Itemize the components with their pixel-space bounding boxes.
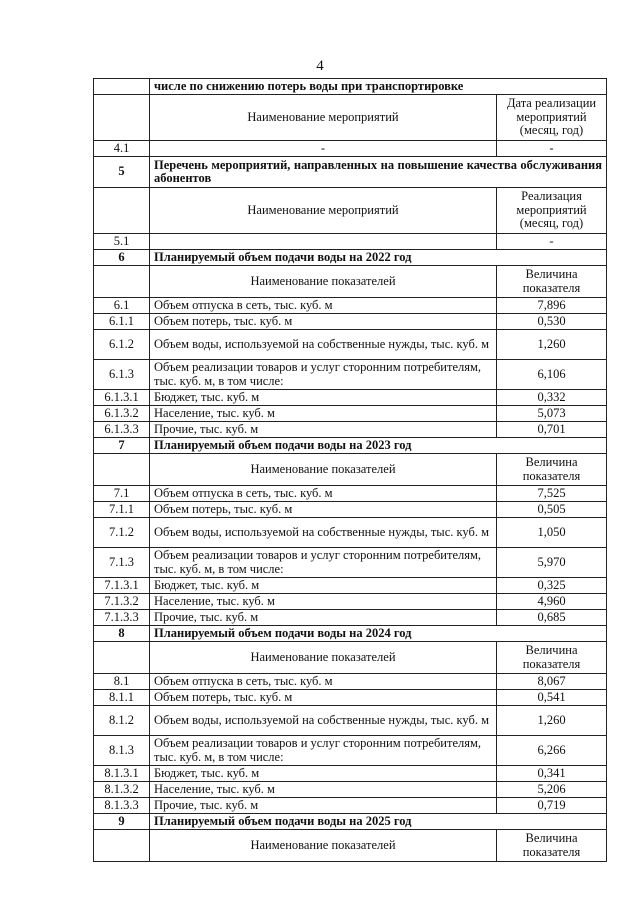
row-number: 8.1.3.3 (94, 798, 150, 814)
section-8-col-name-header: Наименование показателей (150, 642, 497, 674)
section-9-col-value-header: Величина показателя (497, 830, 607, 862)
header-empty-cell (94, 188, 150, 234)
row-value: 0,332 (497, 390, 607, 406)
row-value: 0,325 (497, 578, 607, 594)
header-empty-cell (94, 95, 150, 141)
row-number: 8.1.3 (94, 736, 150, 766)
row-number: 4.1 (94, 141, 150, 157)
row-name: - (150, 141, 497, 157)
section-5-number: 5 (94, 157, 150, 188)
row-name: Прочие, тыс. куб. м (150, 422, 497, 438)
table-row (94, 782, 607, 798)
section-4-col-date-header: Дата реализации мероприятий (месяц, год) (497, 95, 607, 141)
row-name: Население, тыс. куб. м (150, 594, 497, 610)
table-row (94, 390, 607, 406)
row-number: 8.1.3.1 (94, 766, 150, 782)
row-number: 6.1.2 (94, 330, 150, 360)
row-value: 8,067 (497, 674, 607, 690)
row-number: 7.1.3.1 (94, 578, 150, 594)
section-9-col-name-header: Наименование показателей (150, 830, 497, 862)
section-7-number: 7 (94, 438, 150, 454)
section-5-col-name-header: Наименование мероприятий (150, 188, 497, 234)
section-4-title-row (94, 79, 607, 95)
row-name: Объем отпуска в сеть, тыс. куб. м (150, 674, 497, 690)
row-value: 0,530 (497, 314, 607, 330)
table-row (94, 518, 607, 548)
row-number: 6.1.3.2 (94, 406, 150, 422)
row-name: Население, тыс. куб. м (150, 406, 497, 422)
row-name (150, 234, 497, 250)
section-9-number: 9 (94, 814, 150, 830)
section-8-title: Планируемый объем подачи воды на 2024 год (150, 626, 607, 642)
table-row (94, 548, 607, 578)
table-row (94, 736, 607, 766)
section-7-title: Планируемый объем подачи воды на 2023 год (150, 438, 607, 454)
section-5-col-date-header: Реализация мероприятий (месяц, год) (497, 188, 607, 234)
table-row (94, 674, 607, 690)
row-name: Объем потерь, тыс. куб. м (150, 314, 497, 330)
row-name: Объем потерь, тыс. куб. м (150, 690, 497, 706)
row-name: Объем отпуска в сеть, тыс. куб. м (150, 298, 497, 314)
row-value: 7,525 (497, 486, 607, 502)
section-8-col-value-header: Величина показателя (497, 642, 607, 674)
row-value: 0,505 (497, 502, 607, 518)
section-8-header-row (94, 642, 607, 674)
table-row (94, 298, 607, 314)
table-row (94, 330, 607, 360)
section-4-title: числе по снижению потерь воды при транспортировке (150, 79, 607, 95)
section-9-title: Планируемый объем подачи воды на 2025 год (150, 814, 607, 830)
table-row (94, 766, 607, 782)
table-row (94, 798, 607, 814)
row-number: 8.1.3.2 (94, 782, 150, 798)
header-empty-cell (94, 830, 150, 862)
header-empty-cell (94, 266, 150, 298)
table-row (94, 486, 607, 502)
section-4-header-row (94, 95, 607, 141)
row-name: Объем реализации товаров и услуг сторонним потребителям, тыс. куб. м, в том числе: (150, 736, 497, 766)
row-number: 8.1.2 (94, 706, 150, 736)
header-empty-cell (94, 454, 150, 486)
row-value: 7,896 (497, 298, 607, 314)
row-value: 0,719 (497, 798, 607, 814)
table-row (94, 690, 607, 706)
row-name: Прочие, тыс. куб. м (150, 610, 497, 626)
row-name: Объем потерь, тыс. куб. м (150, 502, 497, 518)
row-number: 7.1.2 (94, 518, 150, 548)
row-value: 0,541 (497, 690, 607, 706)
row-number: 6.1.3.1 (94, 390, 150, 406)
section-7-header-row (94, 454, 607, 486)
section-5-title: Перечень мероприятий, направленных на повышение качества обслуживания абонентов (150, 157, 607, 188)
row-name: Объем воды, используемой на собственные нужды, тыс. куб. м (150, 518, 497, 548)
page-number: 4 (316, 58, 324, 74)
table-row (94, 422, 607, 438)
table-row (94, 141, 607, 157)
section-4-number-cell (94, 79, 150, 95)
section-4-col-name-header: Наименование мероприятий (150, 95, 497, 141)
row-value: 0,701 (497, 422, 607, 438)
row-number: 8.1.1 (94, 690, 150, 706)
row-name: Бюджет, тыс. куб. м (150, 766, 497, 782)
water-supply-plan-table (93, 78, 607, 862)
table-row (94, 706, 607, 736)
row-value: 5,206 (497, 782, 607, 798)
row-name: Объем реализации товаров и услуг сторонним потребителям, тыс. куб. м, в том числе: (150, 360, 497, 390)
row-number: 6.1.1 (94, 314, 150, 330)
section-6-number: 6 (94, 250, 150, 266)
row-value: 0,341 (497, 766, 607, 782)
row-name: Объем реализации товаров и услуг сторонним потребителям, тыс. куб. м, в том числе: (150, 548, 497, 578)
section-6-title: Планируемый объем подачи воды на 2022 год (150, 250, 607, 266)
row-number: 8.1 (94, 674, 150, 690)
section-6-title-row (94, 250, 607, 266)
row-value: 1,260 (497, 706, 607, 736)
row-number: 5.1 (94, 234, 150, 250)
row-name: Население, тыс. куб. м (150, 782, 497, 798)
table-row (94, 578, 607, 594)
section-9-title-row (94, 814, 607, 830)
section-7-col-value-header: Величина показателя (497, 454, 607, 486)
row-number: 7.1 (94, 486, 150, 502)
row-name: Прочие, тыс. куб. м (150, 798, 497, 814)
section-8-number: 8 (94, 626, 150, 642)
row-value: 5,073 (497, 406, 607, 422)
row-name: Бюджет, тыс. куб. м (150, 578, 497, 594)
header-empty-cell (94, 642, 150, 674)
section-7-title-row (94, 438, 607, 454)
section-7-col-name-header: Наименование показателей (150, 454, 497, 486)
row-value: 0,685 (497, 610, 607, 626)
row-number: 7.1.1 (94, 502, 150, 518)
table-row (94, 594, 607, 610)
row-name: Объем отпуска в сеть, тыс. куб. м (150, 486, 497, 502)
section-9-header-row (94, 830, 607, 862)
row-value: 1,260 (497, 330, 607, 360)
row-number: 7.1.3.3 (94, 610, 150, 626)
section-6-header-row (94, 266, 607, 298)
row-value: 6,106 (497, 360, 607, 390)
row-value: - (497, 141, 607, 157)
row-number: 6.1 (94, 298, 150, 314)
table-row (94, 360, 607, 390)
row-number: 6.1.3 (94, 360, 150, 390)
section-5-title-row (94, 157, 607, 188)
row-number: 7.1.3 (94, 548, 150, 578)
section-5-header-row (94, 188, 607, 234)
section-6-col-name-header: Наименование показателей (150, 266, 497, 298)
table-row (94, 234, 607, 250)
table-row (94, 610, 607, 626)
row-value: 4,960 (497, 594, 607, 610)
row-name: Объем воды, используемой на собственные нужды, тыс. куб. м (150, 706, 497, 736)
table-row (94, 502, 607, 518)
row-value: 1,050 (497, 518, 607, 548)
section-6-col-value-header: Величина показателя (497, 266, 607, 298)
row-number: 6.1.3.3 (94, 422, 150, 438)
row-name: Объем воды, используемой на собственные нужды, тыс. куб. м (150, 330, 497, 360)
section-8-title-row (94, 626, 607, 642)
row-value: - (497, 234, 607, 250)
row-value: 5,970 (497, 548, 607, 578)
table-row (94, 406, 607, 422)
row-value: 6,266 (497, 736, 607, 766)
row-name: Бюджет, тыс. куб. м (150, 390, 497, 406)
table-row (94, 314, 607, 330)
row-number: 7.1.3.2 (94, 594, 150, 610)
